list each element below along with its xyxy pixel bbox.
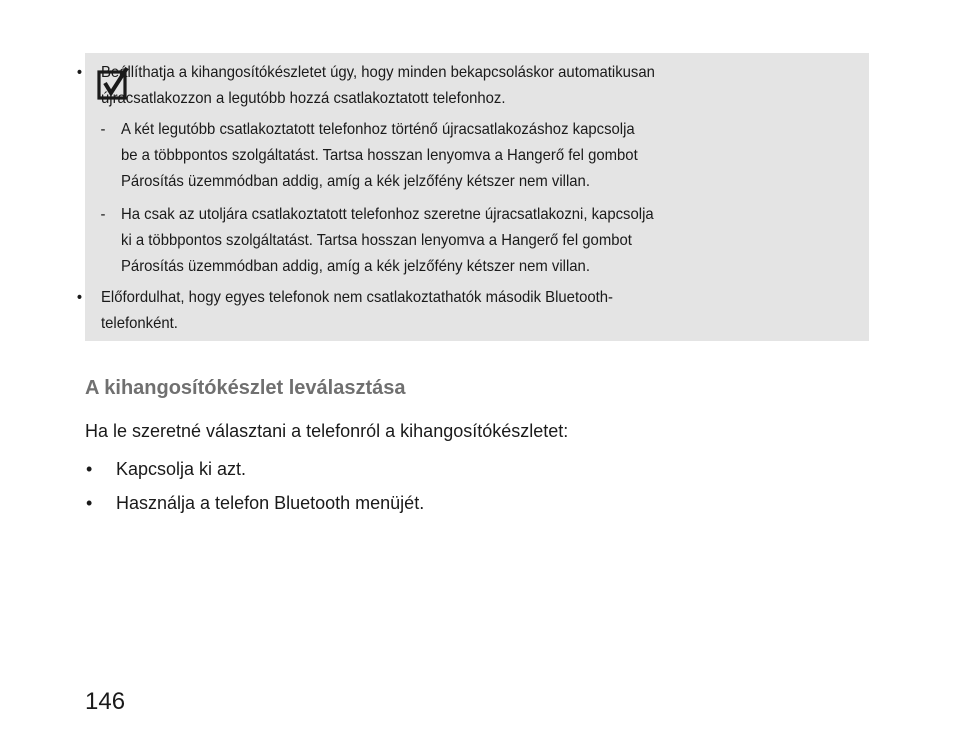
- page-number: 146: [85, 688, 126, 715]
- list-item: [86, 459, 247, 480]
- list-item: [86, 493, 425, 514]
- note-bullet-2: [76, 285, 614, 337]
- dash-marker: -: [100, 206, 106, 223]
- note-subitem-2-line-3: Párosítás üzemmódban addig, amíg a kék jelzőfény kétszer nem villan.: [121, 258, 590, 275]
- note-subitem-1-line-1: A két legutóbb csatlakoztatott telefonhoz történő újracsatlakozáshoz kapcsolja: [121, 121, 635, 138]
- note-subitem-2-line-2: ki a többpontos szolgáltatást. Tartsa hosszan lenyomva a Hangerő fel gombot: [121, 232, 632, 249]
- bullet-marker: •: [76, 289, 83, 306]
- list-item-text: Használja a telefon Bluetooth menüjét.: [116, 493, 425, 513]
- note-bullet-1-line-1: Beállíthatja a kihangosítókészletet úgy, hogy minden bekapcsoláskor automatikusan: [101, 64, 655, 81]
- bullet-marker: •: [86, 493, 93, 513]
- bullet-marker: •: [76, 64, 83, 81]
- note-subitem-1-line-3: Párosítás üzemmódban addig, amíg a kék jelzőfény kétszer nem villan.: [121, 173, 590, 190]
- note-subitem-1: [100, 117, 638, 195]
- dash-marker: -: [100, 121, 106, 138]
- note-subitem-1-line-2: be a többpontos szolgáltatást. Tartsa hosszan lenyomva a Hangerő fel gombot: [121, 147, 638, 164]
- note-subitem-2-line-1: Ha csak az utoljára csatlakoztatott telefonhoz szeretne újracsatlakozni, kapcsolja: [121, 206, 654, 223]
- section-intro: Ha le szeretné választani a telefonról a kihangosítókészletet:: [85, 421, 569, 441]
- list-item-text: Kapcsolja ki azt.: [116, 459, 247, 479]
- bullet-marker: •: [86, 459, 93, 479]
- note-bullet-1-line-2: újracsatlakozzon a legutóbb hozzá csatlakoztatott telefonhoz.: [101, 90, 506, 107]
- note-subitem-2: [100, 202, 654, 280]
- note-bullet-1: [76, 60, 655, 112]
- note-bullet-2-line-1: Előfordulhat, hogy egyes telefonok nem csatlakoztathatók második Bluetooth-: [101, 289, 614, 306]
- section-title: A kihangosítókészlet leválasztása: [85, 377, 406, 399]
- note-bullet-2-line-2: telefonként.: [101, 315, 178, 332]
